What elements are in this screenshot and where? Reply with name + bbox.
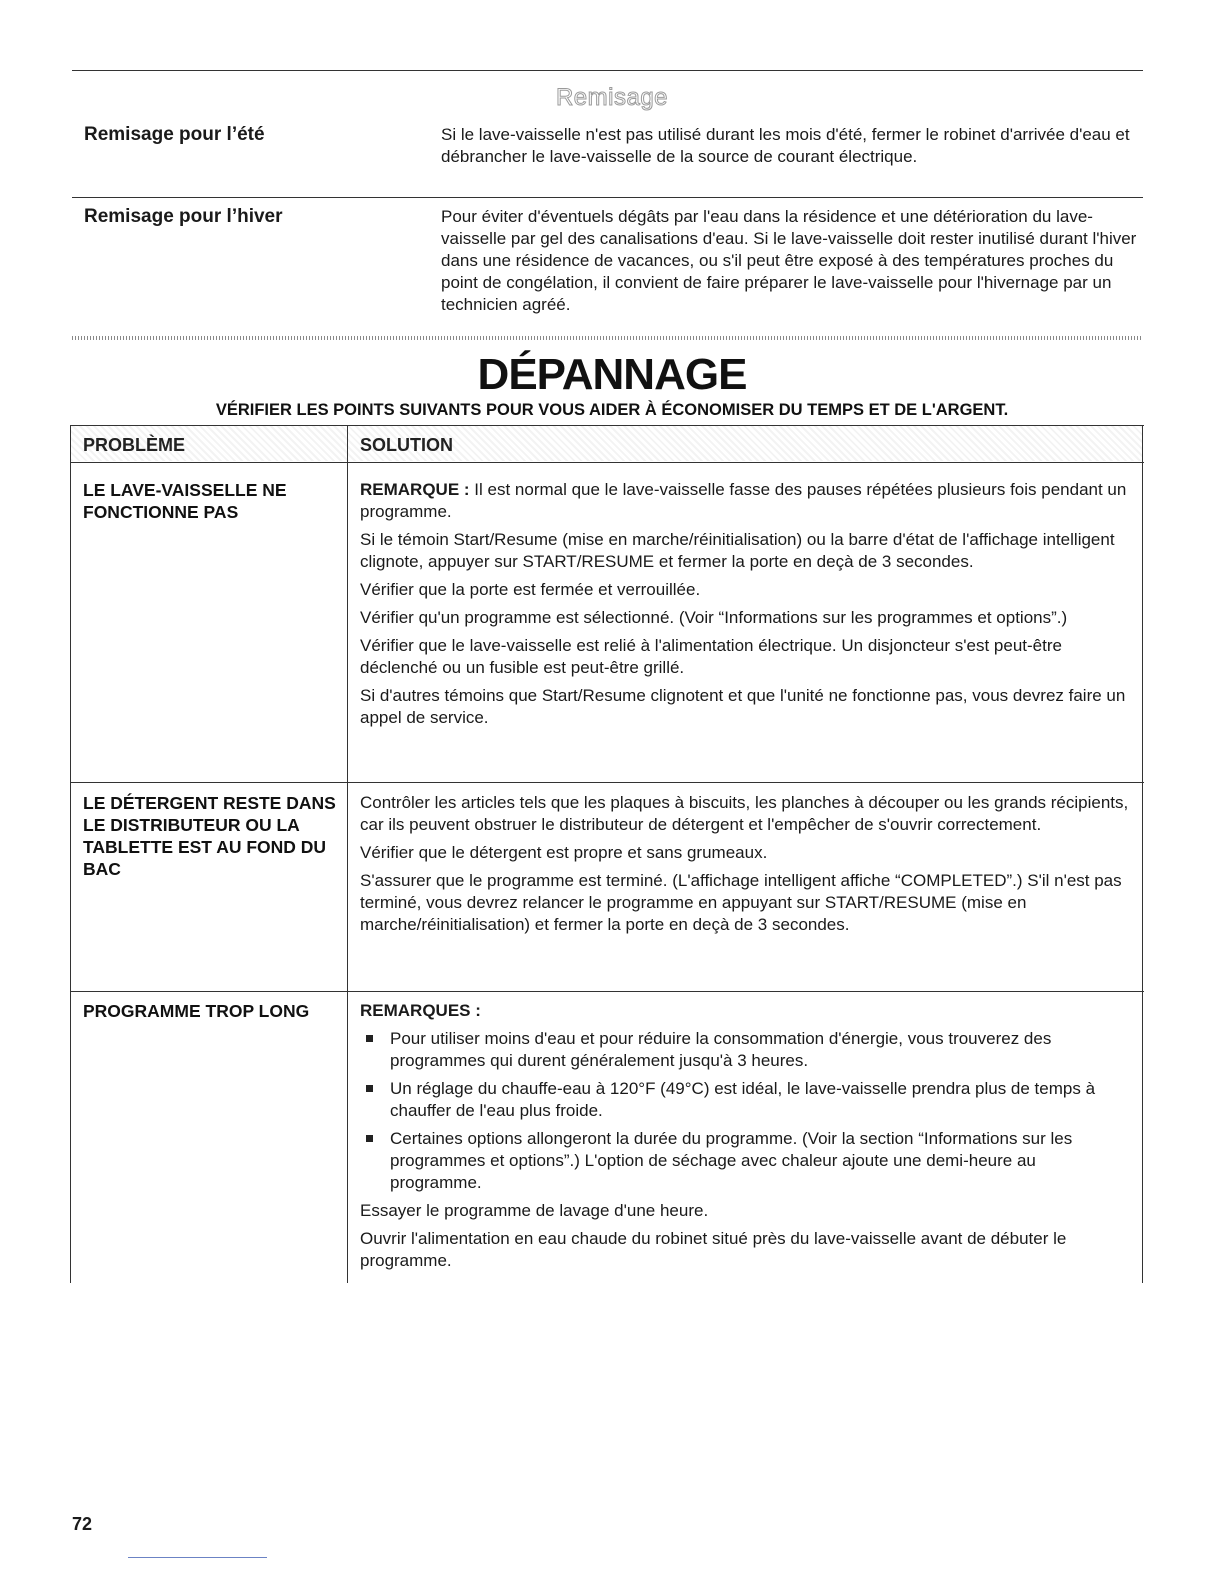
solution-paragraph: Contrôler les articles tels que les plaques à biscuits, les planches à découper ou les grands récipients, car ils peuvent obstruer le distributeur de détergent et l'empêcher de s'ouvrir correctement. (360, 793, 1129, 834)
note-text: Il est normal que le lave-vaisselle fasse des pauses répétées plusieurs fois pendant un programme. (360, 480, 1127, 521)
note-label: REMARQUE : (360, 480, 470, 499)
problem-cell: LE LAVE-VAISSELLE NE FONCTIONNE PAS (83, 480, 287, 522)
solution-paragraph: Si d'autres témoins que Start/Resume clignotent et que l'unité ne fonctionne pas, vous devrez faire un appel de service. (360, 686, 1126, 727)
row-divider (70, 782, 1144, 783)
list-item-text: Certaines options allongeront la durée du programme. (Voir la section “Informations sur les programmes et options”.) L'option de séchage avec chaleur ajoute une demi-heure au programme. (390, 1129, 1073, 1192)
solution-cell (360, 479, 1132, 735)
notes-heading: REMARQUES : (360, 1001, 481, 1020)
solution-paragraph: Vérifier qu'un programme est sélectionné. (Voir “Informations sur les programmes et options”.) (360, 608, 1068, 627)
storage-label: Remisage pour l’été (84, 124, 265, 145)
table-header-band (71, 426, 1142, 461)
square-bullet-icon (366, 1035, 373, 1042)
solution-paragraph: Essayer le programme de lavage d'une heure. (360, 1201, 709, 1220)
solution-paragraph: Vérifier que la porte est fermée et verrouillée. (360, 580, 701, 599)
note-paragraph (360, 479, 1132, 523)
table-top-border (70, 425, 1144, 426)
list-item (360, 1128, 1132, 1194)
solution-paragraph: S'assurer que le programme est terminé. (L'affichage intelligent affiche “COMPLETED”.) S'il n'est pas terminé, vous devrez relancer le programme en appuyant sur START/RESUME (mise en marche/réinitialisation) et fermer la porte en deçà de 3 secondes. (360, 871, 1122, 934)
problem-cell: PROGRAMME TROP LONG (83, 1001, 310, 1021)
storage-label: Remisage pour l’hiver (84, 206, 283, 227)
dotted-section-divider (72, 336, 1143, 340)
page-number: 72 (72, 1514, 93, 1534)
troubleshooting-table (70, 425, 1144, 1283)
solution-cell (360, 792, 1132, 942)
footer-rule (128, 1557, 267, 1558)
header-solution: SOLUTION (360, 435, 453, 455)
top-rule (72, 70, 1143, 71)
problem-cell: LE DÉTERGENT RESTE DANS LE DISTRIBUTEUR OU LA TABLETTE EST AU FOND DU BAC (83, 793, 336, 879)
solution-cell (360, 1000, 1132, 1278)
header-problem: PROBLÈME (83, 435, 186, 455)
storage-divider (72, 197, 1143, 198)
solution-paragraph: Si le témoin Start/Resume (mise en marche/réinitialisation) ou la barre d'état de l'affichage intelligent clignote, appuyer sur START/RESUME et fermer la porte en deçà de 3 secondes. (360, 530, 1115, 571)
storage-section-title: Remisage (555, 84, 669, 111)
storage-text: Pour éviter d'éventuels dégâts par l'eau dans la résidence et une détérioration du lave-vaisselle par gel des canalisations d'eau. Si le lave-vaisselle doit rester inutilisé durant l'hiver dans une résidence de vacances, ou s'il peut être exposé à des températures proches du point de congélation, il convient de faire préparer le lave-vaisselle pour l'hivernage par un technicien agréé. (441, 207, 1137, 314)
list-item (360, 1028, 1132, 1072)
list-item-text: Un réglage du chauffe-eau à 120°F (49°C) est idéal, le lave-vaisselle prendra plus de temps à chauffer de l'eau plus froide. (390, 1079, 1096, 1120)
troubleshooting-title: DÉPANNAGE (477, 350, 747, 399)
square-bullet-icon (366, 1085, 373, 1092)
list-item (360, 1078, 1132, 1122)
notes-list (360, 1028, 1132, 1194)
table-right-border (1142, 425, 1143, 1283)
table-column-divider (347, 425, 348, 1283)
troubleshooting-subtitle: VÉRIFIER LES POINTS SUIVANTS POUR VOUS AIDER À ÉCONOMISER DU TEMPS ET DE L'ARGENT. (215, 401, 1009, 419)
solution-paragraph: Vérifier que le lave-vaisselle est relié à l'alimentation électrique. Un disjoncteur s'est peut-être déclenché ou un fusible est peut-être grillé. (360, 636, 1062, 677)
table-left-border (70, 425, 71, 1283)
storage-text: Si le lave-vaisselle n'est pas utilisé durant les mois d'été, fermer le robinet d'arrivée d'eau et débrancher le lave-vaisselle de la source de courant électrique. (441, 125, 1130, 166)
row-divider (70, 991, 1144, 992)
table-header-border (70, 462, 1144, 463)
solution-paragraph: Ouvrir l'alimentation en eau chaude du robinet situé près du lave-vaisselle avant de débuter le programme. (360, 1229, 1067, 1270)
list-item-text: Pour utiliser moins d'eau et pour réduire la consommation d'énergie, vous trouverez des programmes qui durent généralement jusqu'à 3 heures. (390, 1029, 1052, 1070)
solution-paragraph: Vérifier que le détergent est propre et sans grumeaux. (360, 843, 768, 862)
square-bullet-icon (366, 1135, 373, 1142)
